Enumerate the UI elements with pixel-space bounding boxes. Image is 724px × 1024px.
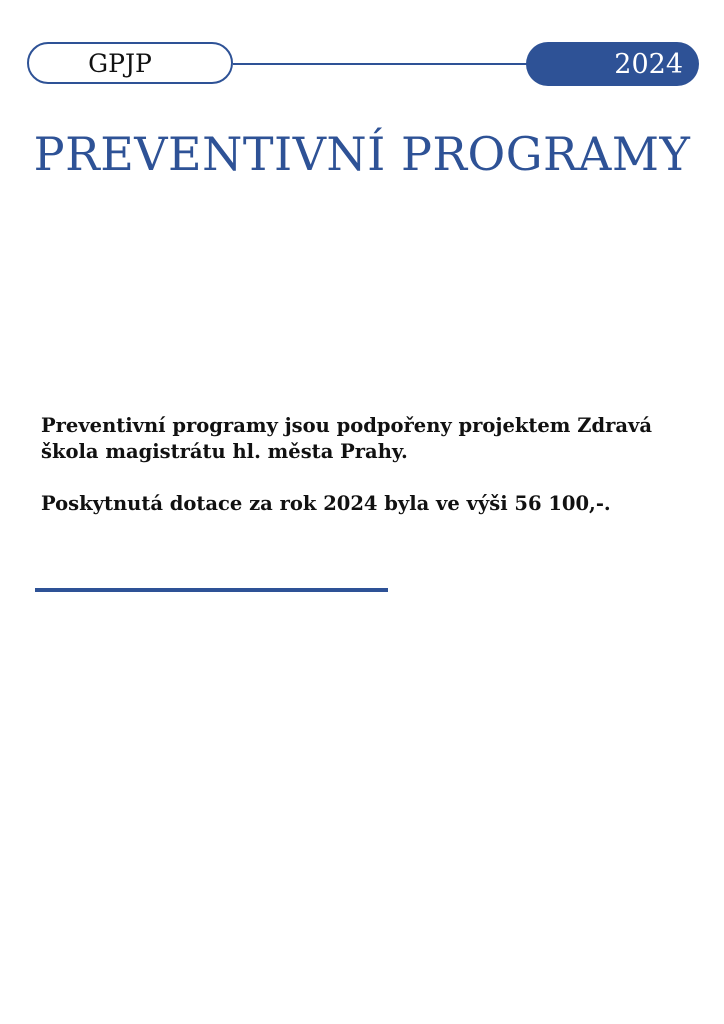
paragraph-support: Preventivní programy jsou podpořeny projektem Zdravá škola magistrátu hl. města Prahy. — [41, 414, 652, 463]
paragraph-subsidy: Poskytnutá dotace za rok 2024 byla ve výši 56 100,-. — [41, 492, 611, 515]
header-year-pill — [526, 42, 699, 86]
header-year: 2024 — [614, 48, 683, 80]
header-label: GPJP — [88, 48, 152, 78]
header-label-pill — [27, 42, 233, 84]
header-connector-line — [233, 63, 533, 65]
section-divider — [35, 588, 388, 592]
page-title: PREVENTIVNÍ PROGRAMY — [33, 127, 691, 181]
body-text — [41, 413, 691, 517]
